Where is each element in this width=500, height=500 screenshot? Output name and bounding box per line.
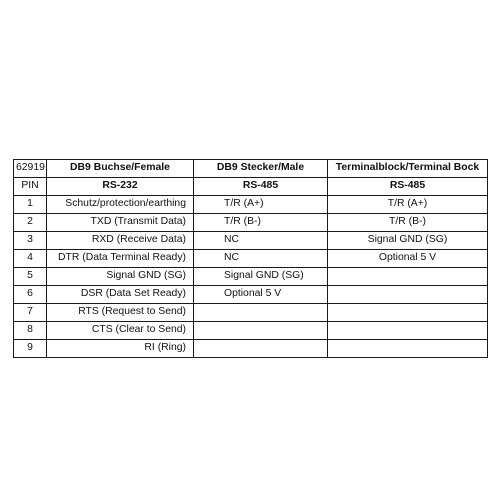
- article-number: 62919: [14, 160, 47, 178]
- pin-column-label: PIN: [14, 178, 47, 196]
- db9-male-signal: Signal GND (SG): [194, 268, 328, 286]
- pin-number: 1: [14, 196, 47, 214]
- db9-male-signal: [194, 340, 328, 358]
- pin-number: 7: [14, 304, 47, 322]
- terminal-signal: [328, 286, 488, 304]
- pin-number: 3: [14, 232, 47, 250]
- rs232-signal: DSR (Data Set Ready): [47, 286, 194, 304]
- protocol-rs485-terminal: RS-485: [328, 178, 488, 196]
- rs232-signal: Schutz/protection/earthing: [47, 196, 194, 214]
- table-row: [14, 268, 488, 286]
- terminal-signal: [328, 268, 488, 286]
- table-header-row: [14, 160, 488, 178]
- db9-male-signal: [194, 304, 328, 322]
- table-row: [14, 304, 488, 322]
- rs232-signal: DTR (Data Terminal Ready): [47, 250, 194, 268]
- terminal-signal: [328, 304, 488, 322]
- db9-male-signal: NC: [194, 232, 328, 250]
- rs232-signal: CTS (Clear to Send): [47, 322, 194, 340]
- table-row: [14, 322, 488, 340]
- pin-number: 6: [14, 286, 47, 304]
- table-row: [14, 340, 488, 358]
- header-db9-female: DB9 Buchse/Female: [47, 160, 194, 178]
- terminal-signal: Signal GND (SG): [328, 232, 488, 250]
- table-row: [14, 232, 488, 250]
- pin-number: 4: [14, 250, 47, 268]
- db9-male-signal: NC: [194, 250, 328, 268]
- pin-rows: [14, 196, 488, 358]
- pin-number: 9: [14, 340, 47, 358]
- rs232-signal: RTS (Request to Send): [47, 304, 194, 322]
- table-row: [14, 196, 488, 214]
- header-db9-male: DB9 Stecker/Male: [194, 160, 328, 178]
- pin-number: 2: [14, 214, 47, 232]
- db9-male-signal: Optional 5 V: [194, 286, 328, 304]
- pin-number: 5: [14, 268, 47, 286]
- table-row: [14, 250, 488, 268]
- protocol-rs232: RS-232: [47, 178, 194, 196]
- header-terminal-block: Terminalblock/Terminal Bock: [328, 160, 488, 178]
- rs232-signal: TXD (Transmit Data): [47, 214, 194, 232]
- terminal-signal: [328, 340, 488, 358]
- terminal-signal: [328, 322, 488, 340]
- db9-male-signal: T/R (A+): [194, 196, 328, 214]
- protocol-rs485-male: RS-485: [194, 178, 328, 196]
- db9-male-signal: [194, 322, 328, 340]
- pinout-table: [13, 159, 488, 358]
- terminal-signal: T/R (A+): [328, 196, 488, 214]
- terminal-signal: T/R (B-): [328, 214, 488, 232]
- rs232-signal: RI (Ring): [47, 340, 194, 358]
- rs232-signal: Signal GND (SG): [47, 268, 194, 286]
- rs232-signal: RXD (Receive Data): [47, 232, 194, 250]
- terminal-signal: Optional 5 V: [328, 250, 488, 268]
- table-row: [14, 286, 488, 304]
- table-subheader-row: [14, 178, 488, 196]
- db9-male-signal: T/R (B-): [194, 214, 328, 232]
- pin-number: 8: [14, 322, 47, 340]
- table-row: [14, 214, 488, 232]
